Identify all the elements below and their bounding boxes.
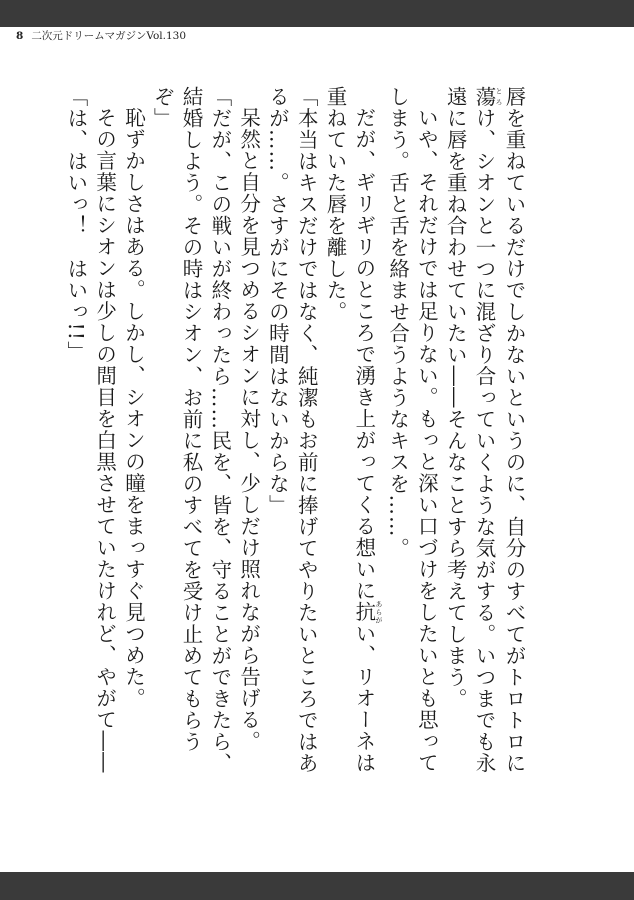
page-number: 8 (16, 30, 24, 42)
ruby-annotation: 抗 あらが (351, 599, 383, 624)
ruby-annotation: 蕩 とろ (472, 86, 503, 108)
paragraph: いや、それだけでは足りない。もっと深い口づけをしたいとも思ってしまう。舌と舌を絡ませ合うようなキスを……。 (385, 86, 439, 773)
paragraph: 唇を重ねているだけでしかないというのに、自分のすべてがトロトロに蕩 とろけ、シオンと一つに混ざり合っていくような気がする。いつまでも永遠に唇を重ね合わせていたい――そんなことすら考えてしまう。 (443, 86, 526, 774)
vertical-text-body (61, 86, 528, 776)
dialogue-paragraph: 「だが、この戦いが終わったら……民を、皆を、守ることができたら、結婚しよう。その時はシオン、お前に私のすべてを受け止めてもらうぞ」 (150, 86, 232, 774)
paragraph: 恥ずかしさはある。しかし、シオンの瞳をまっすぐ見つめた。 (121, 106, 146, 709)
magazine-title: 二次元ドリームマガジンVol.130 (31, 30, 187, 42)
page-header (16, 29, 186, 43)
paragraph: 呆然と自分を見つめるシオンに対し、少しだけ照れながら告げる。 (236, 106, 261, 752)
paragraph: だが、ギリギリのところで湧き上がってくる想いに抗 あらがい、リオーネは重ねていた唇を離した。 (323, 86, 383, 773)
viewer-bottom-bar (0, 872, 634, 900)
paragraph: その言葉にシオンは少しの間目を白黒させていたけれど、やがて―― (92, 106, 117, 773)
dialogue-paragraph: 「は、はいっ！ はいっ!!」 (63, 86, 88, 363)
dialogue-paragraph: 「本当はキスだけではなく、純潔もお前に捧げてやりたいところではあるが……。さすがにその時間はないからな」 (265, 86, 319, 774)
viewer-top-bar (0, 0, 634, 27)
